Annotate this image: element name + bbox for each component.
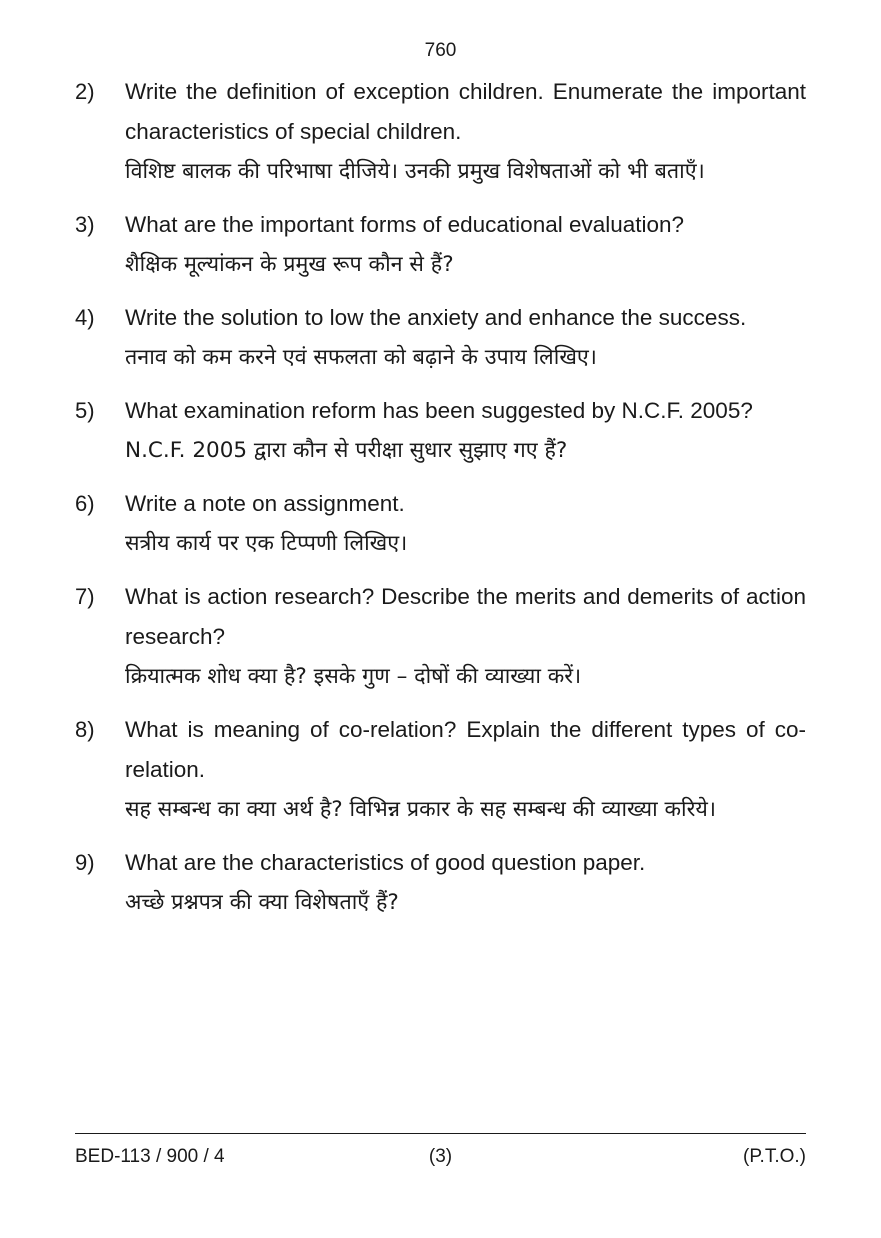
question-list — [75, 72, 806, 936]
question-body — [125, 843, 806, 922]
question-number: 6) — [75, 491, 95, 516]
question-body — [125, 391, 806, 470]
question-text-english: What examination reform has been suggested by N.C.F. 2005? — [125, 398, 753, 423]
question-body — [125, 710, 806, 829]
question-item — [75, 298, 806, 377]
question-text-english: Write the definition of exception children. Enumerate the important characteristics of special children. — [125, 79, 806, 144]
question-text-english: What is meaning of co-relation? Explain the different types of co-relation. — [125, 717, 806, 782]
footer-divider — [75, 1133, 806, 1134]
question-body — [125, 205, 806, 284]
paper-code: BED-113 / 900 / 4 — [75, 1146, 225, 1167]
footer-page-number: (3) — [428, 1146, 453, 1167]
question-text-hindi: शैक्षिक मूल्यांकन के प्रमुख रूप कौन से हैं? — [125, 252, 454, 277]
please-turn-over-label: (P.T.O.) — [743, 1146, 806, 1167]
question-text-hindi: क्रियात्मक शोध क्या है? इसके गुण – दोषों की व्याख्या करें। — [125, 664, 582, 689]
question-number: 3) — [75, 212, 95, 237]
question-text-hindi: सत्रीय कार्य पर एक टिप्पणी लिखिए। — [125, 531, 408, 556]
page-number: 760 — [424, 40, 457, 61]
question-number: 4) — [75, 305, 95, 330]
question-text-hindi: सह सम्बन्ध का क्या अर्थ है? विभिन्न प्रकार के सह सम्बन्ध की व्याख्या करिये। — [125, 797, 716, 822]
question-body — [125, 72, 806, 191]
question-item — [75, 484, 806, 563]
question-text-english: What are the important forms of educational evaluation? — [125, 212, 685, 237]
page-footer — [75, 1144, 806, 1170]
question-body — [125, 484, 806, 563]
question-text-hindi: N.C.F. 2005 द्वारा कौन से परीक्षा सुधार सुझाए गए हैं? — [125, 438, 568, 463]
question-item — [75, 710, 806, 829]
question-number: 2) — [75, 79, 95, 104]
question-number: 5) — [75, 398, 95, 423]
question-item — [75, 843, 806, 922]
question-number: 9) — [75, 850, 95, 875]
question-item — [75, 72, 806, 191]
question-text-english: Write the solution to low the anxiety and enhance the success. — [125, 305, 747, 330]
question-text-english: What are the characteristics of good question paper. — [125, 850, 646, 875]
question-text-hindi: विशिष्ट बालक की परिभाषा दीजिये। उनकी प्रमुख विशेषताओं को भी बताएँ। — [125, 159, 705, 184]
question-text-hindi: तनाव को कम करने एवं सफलता को बढ़ाने के उपाय लिखिए। — [125, 345, 597, 370]
question-item — [75, 205, 806, 284]
question-body — [125, 298, 806, 377]
question-text-hindi: अच्छे प्रश्नपत्र की क्या विशेषताएँ हैं? — [125, 890, 399, 915]
question-number: 7) — [75, 584, 95, 609]
question-item — [75, 577, 806, 696]
question-body — [125, 577, 806, 696]
question-text-english: What is action research? Describe the merits and demerits of action research? — [125, 584, 806, 649]
question-number: 8) — [75, 717, 95, 742]
question-item — [75, 391, 806, 470]
question-text-english: Write a note on assignment. — [125, 491, 405, 516]
